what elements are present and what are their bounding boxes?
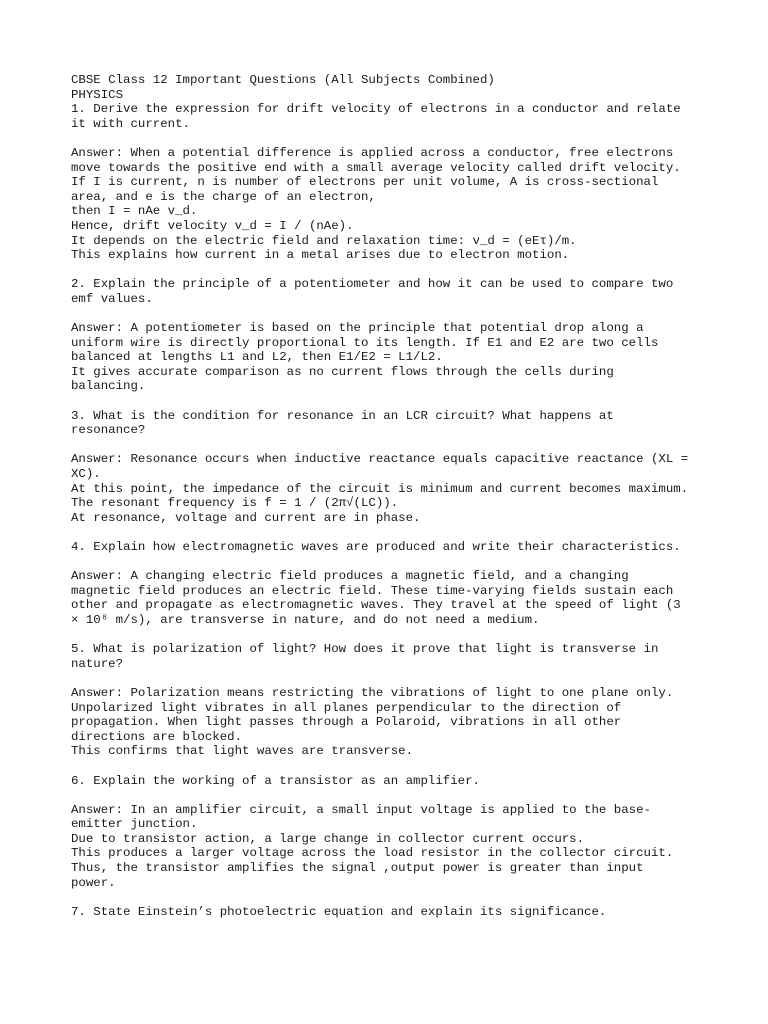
spacer (71, 131, 711, 146)
spacer (71, 263, 711, 278)
question-text-line: 1. Derive the expression for drift velocity of electrons in a conductor and relate (71, 102, 681, 117)
answer-text-line: × 10⁸ m/s), are transverse in nature, and do not need a medium. (71, 612, 540, 627)
answer-text-line: Answer: A potentiometer is based on the principle that potential drop along a (71, 321, 644, 336)
answer-text-line: It depends on the electric field and relaxation time: v_d = (eEτ)/m. (71, 233, 577, 248)
spacer (71, 438, 711, 453)
question-text-line: 6. Explain the working of a transistor as an amplifier. (71, 773, 480, 788)
spacer (71, 759, 711, 774)
question-text-line: it with current. (71, 116, 190, 131)
answer-text-line: Answer: In an amplifier circuit, a small input voltage is applied to the base- (71, 802, 651, 817)
spacer (71, 788, 711, 803)
question-text-line: 5. What is polarization of light? How does it prove that light is transverse in (71, 642, 659, 657)
answer-text-line: area, and e is the charge of an electron, (71, 189, 376, 204)
question-block (71, 905, 711, 920)
answer-text-line: Due to transistor action, a large change in collector current occurs. (71, 831, 585, 846)
answer-text-line: balanced at lengths L1 and L2, then E1/E2 = L1/L2. (71, 350, 443, 365)
answer-text-line: magnetic field produces an electric field. These time-varying fields sustain each (71, 583, 674, 598)
question-text-line: 2. Explain the principle of a potentiometer and how it can be used to compare two (71, 277, 674, 292)
question-block (71, 540, 711, 642)
answer-text-line: uniform wire is directly proportional to its length. If E1 and E2 are two cells (71, 335, 659, 350)
answer-text-line: This produces a larger voltage across the load resistor in the collector circuit. (71, 846, 674, 861)
question-text-line: emf values. (71, 291, 153, 306)
answer-text-line: propagation. When light passes through a Polaroid, vibrations in all other (71, 715, 622, 730)
answer-text-line: This explains how current in a metal arises due to electron motion. (71, 248, 570, 263)
question-block (71, 642, 711, 773)
answer-text-line: Answer: Resonance occurs when inductive reactance equals capacitive reactance (XL = (71, 452, 689, 467)
question-text-line: nature? (71, 656, 124, 671)
answer-text-line: The resonant frequency is f = 1 / (2π√(LC)). (71, 496, 399, 511)
question-block (71, 277, 711, 408)
answer-text-line: Answer: A changing electric field produces a magnetic field, and a changing (71, 569, 629, 584)
answer-text-line: If I is current, n is number of electrons per unit volume, A is cross-sectional (71, 175, 659, 190)
answer-text-line: then I = nAe v_d. (71, 204, 198, 219)
spacer (71, 525, 711, 540)
answer-text-line: other and propagate as electromagnetic waves. They travel at the speed of light (3 (71, 598, 681, 613)
question-list (71, 102, 711, 919)
answer-text-line: power. (71, 875, 116, 890)
answer-text-line: move towards the positive end with a small average velocity called drift velocity. (71, 160, 681, 175)
answer-text-line: This confirms that light waves are transverse. (71, 744, 414, 759)
subject-heading: PHYSICS (71, 87, 124, 102)
spacer (71, 890, 711, 905)
question-text-line: resonance? (71, 423, 146, 438)
answer-text-line: Unpolarized light vibrates in all planes perpendicular to the direction of (71, 700, 622, 715)
document-title: CBSE Class 12 Important Questions (All Subjects Combined) (71, 73, 495, 87)
answer-text-line: emitter junction. (71, 817, 198, 832)
answer-text-line: At resonance, voltage and current are in phase. (71, 510, 421, 525)
answer-text-line: At this point, the impedance of the circuit is minimum and current becomes maximum. (71, 481, 689, 496)
answer-text-line: Answer: When a potential difference is applied across a conductor, free electrons (71, 145, 674, 160)
spacer (71, 555, 711, 570)
spacer (71, 628, 711, 643)
answer-text-line: Hence, drift velocity v_d = I / (nAe). (71, 218, 354, 233)
question-block (71, 102, 711, 277)
answer-text-line: Answer: Polarization means restricting the vibrations of light to one plane only. (71, 685, 674, 700)
question-block (71, 774, 711, 905)
answer-text-line: directions are blocked. (71, 729, 243, 744)
question-text-line: 3. What is the condition for resonance in an LCR circuit? What happens at (71, 408, 614, 423)
answer-text-line: Thus, the transistor amplifies the signal ,output power is greater than input (71, 861, 644, 876)
answer-text-line: XC). (71, 467, 101, 482)
spacer (71, 394, 711, 409)
document-body (71, 73, 711, 919)
answer-text-line: balancing. (71, 379, 146, 394)
spacer (71, 671, 711, 686)
question-text-line: 4. Explain how electromagnetic waves are produced and write their characteristics. (71, 540, 681, 554)
spacer (71, 307, 711, 322)
question-block (71, 409, 711, 540)
answer-text-line: It gives accurate comparison as no current flows through the cells during (71, 364, 614, 379)
question-text-line: 7. State Einstein’s photoelectric equation and explain its significance. (71, 904, 607, 919)
